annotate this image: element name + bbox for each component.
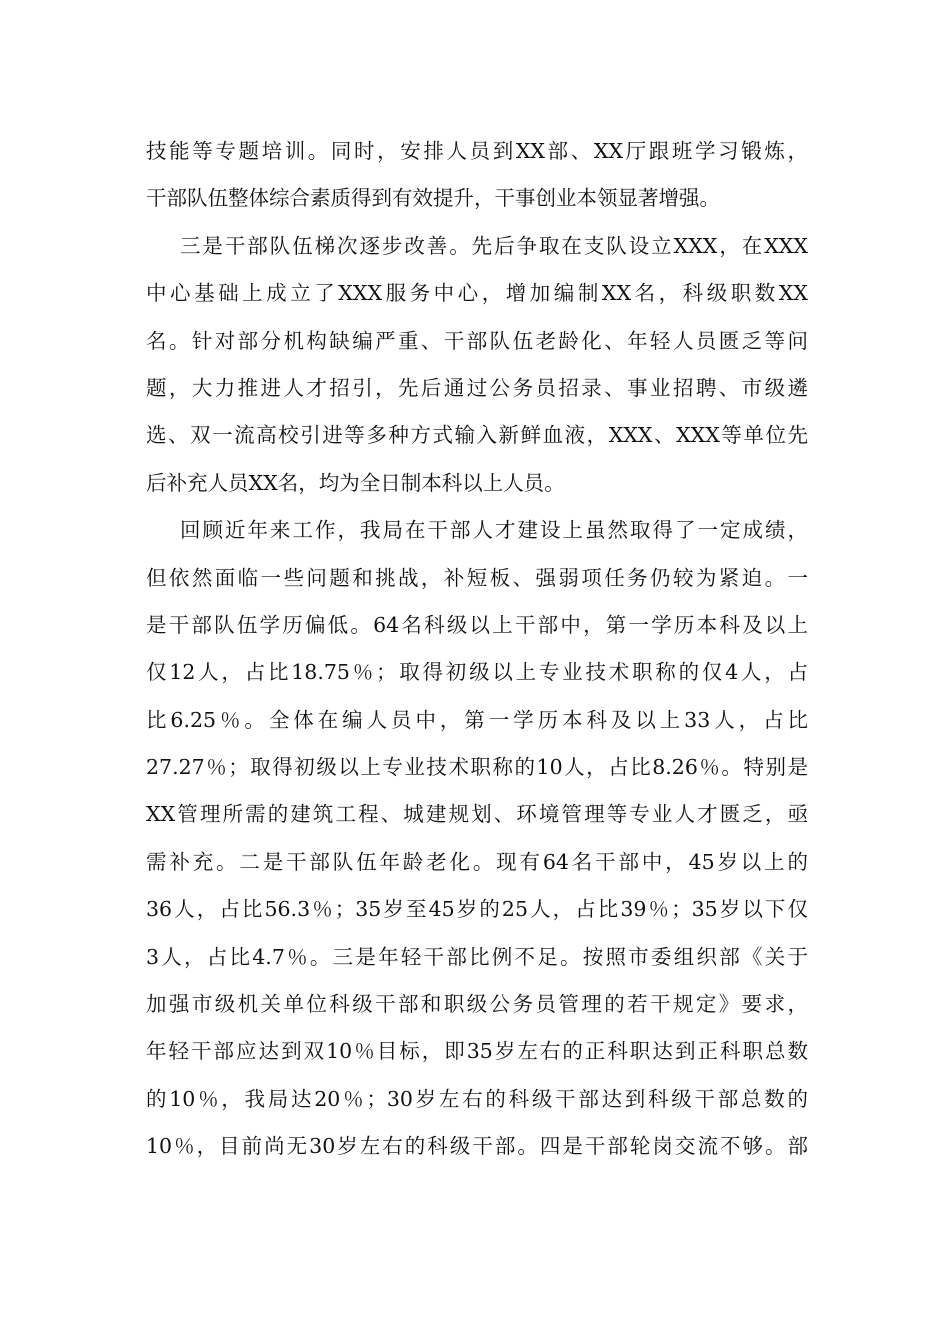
paragraph [146,223,808,507]
text-line: 技能等专题培训。同时，安排人员到XX部、XX厅跟班学习锻炼， [146,139,808,163]
text-line: 的10％，我局达20％；30岁左右的科级干部达到科级干部总数的 [146,1086,808,1111]
text-line: 27.27％；取得初级以上专业技术职称的10人，占比8.26％。特别是 [146,755,808,780]
text-line: 三是干部队伍梯次逐步改善。先后争取在支队设立XXX，在XXX [180,233,808,258]
text-line: 仅12人，占比18.75％；取得初级以上专业技术职称的仅4人，占 [146,660,808,685]
paragraph [146,128,808,223]
text-line: 但依然面临一些问题和挑战，补短板、强弱项任务仍较为紧迫。一 [146,565,808,590]
text-line: 名。针对部分机构缺编严重、干部队伍老龄化、年轻人员匮乏等问 [146,328,808,353]
text-line: 10％，目前尚无30岁左右的科级干部。四是干部轮岗交流不够。部 [146,1134,808,1159]
text-line: XX管理所需的建筑工程、城建规划、环境管理等专业人才匮乏，亟 [146,802,808,827]
paragraph [146,507,808,1170]
text-line: 回顾近年来工作，我局在干部人才建设上虽然取得了一定成绩， [180,518,808,543]
text-line: 选、双一流高校引进等多种方式输入新鲜血液，XXX、XXX等单位先 [146,423,808,448]
text-line: 年轻干部应达到双10％目标，即35岁左右的正科职达到正科职总数 [146,1039,808,1064]
text-line: 题，大力推进人才招引，先后通过公务员招录、事业招聘、市级遴 [146,375,808,400]
text-line: 是干部队伍学历偏低。64名科级以上干部中，第一学历本科及以上 [146,612,808,637]
text-line: 后补充人员XX名，均为全日制本科以上人员。 [146,470,565,495]
text-line: 干部队伍整体综合素质得到有效提升，干事创业本领显著增强。 [146,186,720,211]
text-line: 36人，占比56.3％；35岁至45岁的25人，占比39％；35岁以下仅 [146,897,808,922]
text-line: 3人，占比4.7％。三是年轻干部比例不足。按照市委组织部《关于 [146,944,808,969]
document-body [146,128,808,1171]
text-line: 加强市级机关单位科级干部和职级公务员管理的若干规定》要求， [146,992,808,1017]
text-line: 比6.25％。全体在编人员中，第一学历本科及以上33人，占比 [146,707,808,732]
text-line: 需补充。二是干部队伍年龄老化。现有64名干部中，45岁以上的 [146,849,808,874]
text-line: 中心基础上成立了XXX服务中心，增加编制XX名，科级职数XX [146,281,808,306]
